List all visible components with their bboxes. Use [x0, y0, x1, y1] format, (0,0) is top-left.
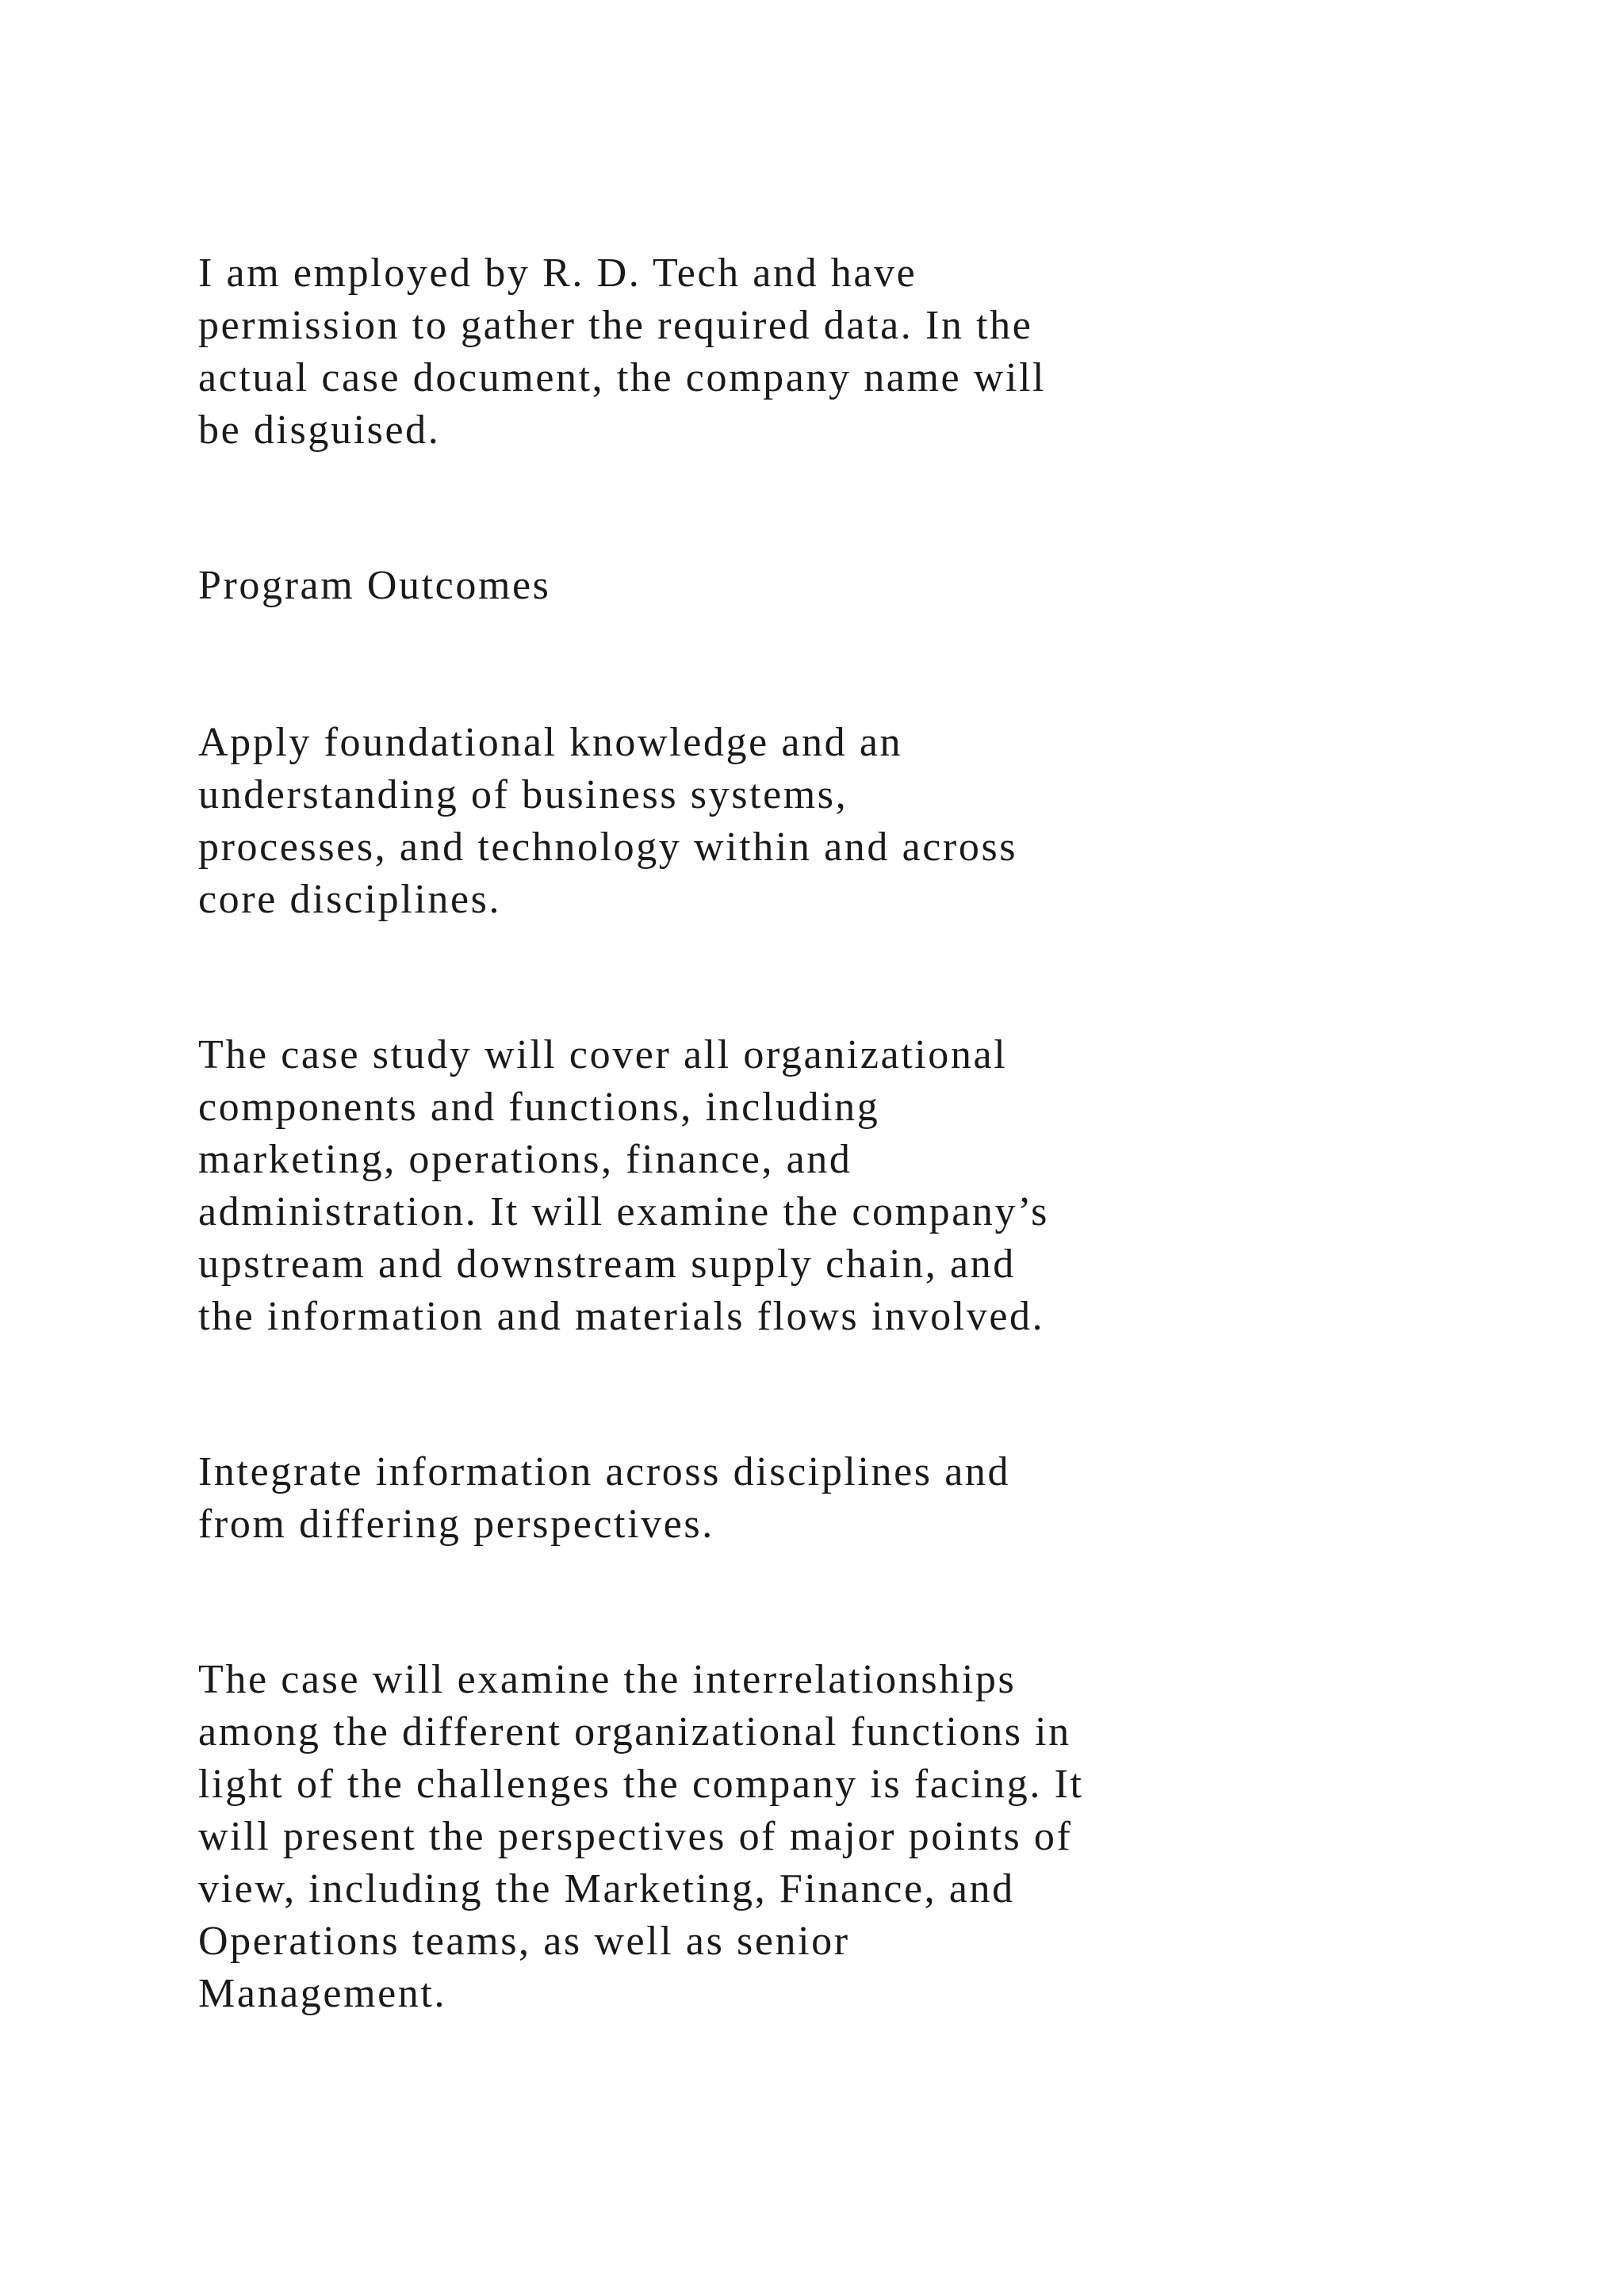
paragraph-case-interrelationships	[198, 1654, 1229, 2020]
text-line: understanding of business systems,	[198, 772, 848, 817]
text-line: from differing perspectives.	[198, 1502, 714, 1547]
text-line: permission to gather the required data. In the	[198, 303, 1033, 348]
text-line: components and functions, including	[198, 1085, 880, 1130]
text-line: administration. It will examine the company’s	[198, 1189, 1050, 1234]
text-line: Integrate information across disciplines and	[198, 1449, 1011, 1494]
text-line: upstream and downstream supply chain, and	[198, 1242, 1016, 1287]
section-heading-program-outcomes	[198, 560, 1229, 612]
text-line: actual case document, the company name will	[198, 355, 1047, 400]
text-line: light of the challenges the company is facing. It	[198, 1762, 1084, 1807]
text-line: the information and materials flows involved.	[198, 1294, 1045, 1339]
heading-text: Program Outcomes	[198, 563, 551, 608]
text-line: Apply foundational knowledge and an	[198, 720, 903, 765]
text-line: Management.	[198, 1971, 447, 2016]
text-line: processes, and technology within and across	[198, 825, 1018, 870]
text-line: view, including the Marketing, Finance, and	[198, 1866, 1015, 1911]
text-line: among the different organizational functions in	[198, 1709, 1071, 1755]
text-line: will present the perspectives of major points of	[198, 1814, 1073, 1859]
text-line: marketing, operations, finance, and	[198, 1137, 852, 1182]
text-line: I am employed by R. D. Tech and have	[198, 251, 917, 296]
text-line: The case study will cover all organizational	[198, 1032, 1008, 1077]
paragraph-case-study-coverage	[198, 1029, 1229, 1343]
text-line: The case will examine the interrelationships	[198, 1657, 1017, 1702]
paragraph-permission-statement	[198, 247, 1229, 457]
paragraph-outcome-apply-knowledge	[198, 717, 1229, 926]
paragraph-outcome-integrate-information	[198, 1446, 1229, 1551]
text-line: be disguised.	[198, 408, 441, 453]
text-line: core disciplines.	[198, 877, 502, 922]
text-line: Operations teams, as well as senior	[198, 1919, 850, 1964]
